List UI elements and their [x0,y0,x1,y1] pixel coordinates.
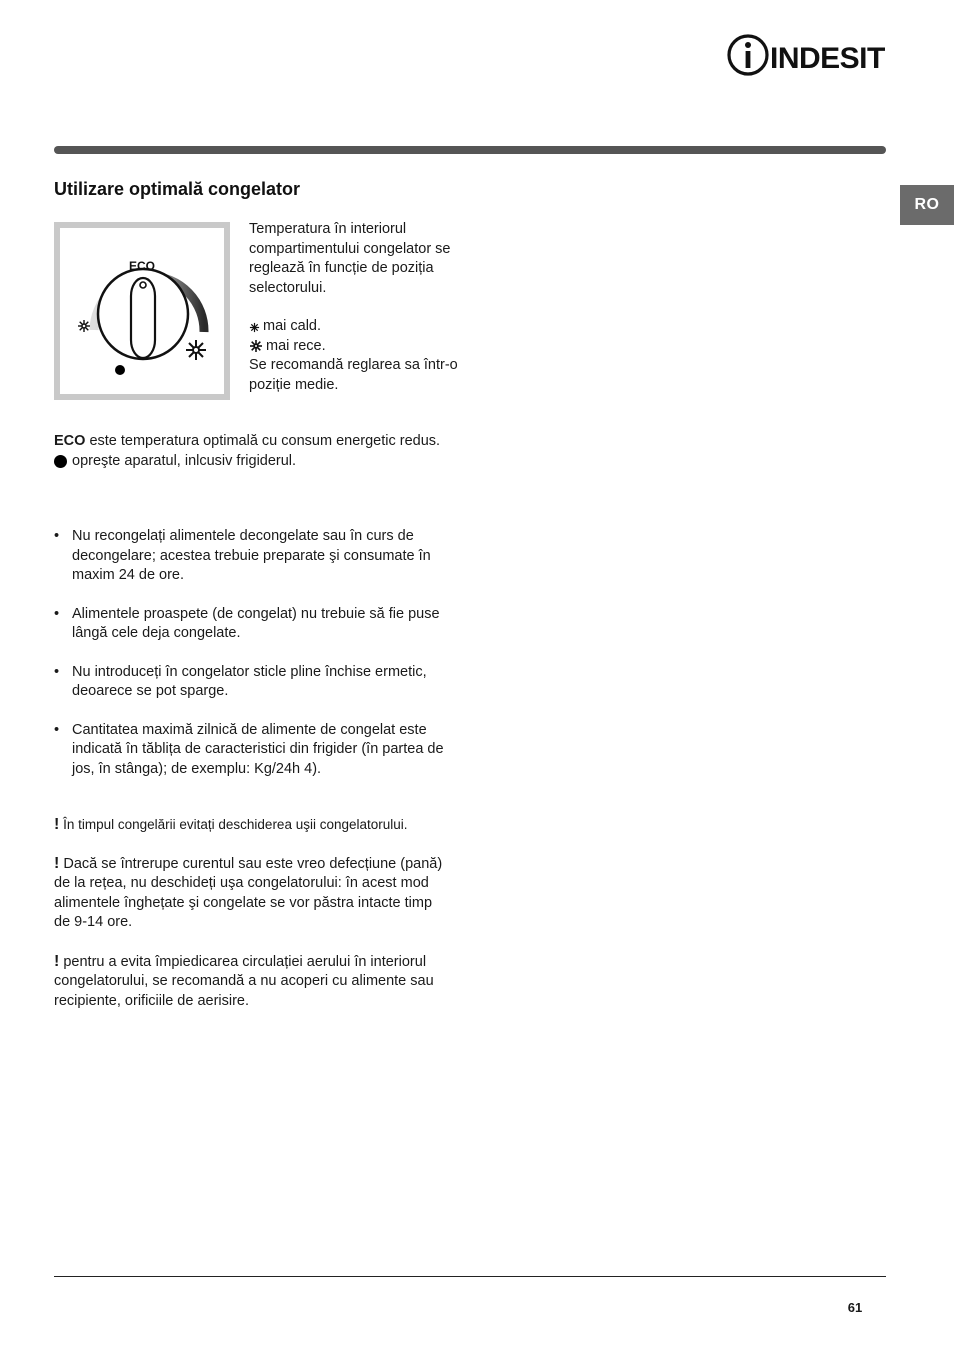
recommendation: Se recomandă reglarea sa într-o poziție medie. [249,357,458,393]
bullet-icon: • [54,605,60,622]
warning-mark: ! [54,854,60,872]
dial-grip [131,278,155,358]
list-item-text: Nu recongelați alimentele decongelate sau în curs de decongelare; acestea trebuie preparate şi consumate în maxim 24 de ore. [72,528,431,583]
off-text: opreşte aparatul, inlcusiv frigiderul. [72,452,297,469]
warmer-line [249,317,459,337]
intro-paragraph: Temperatura în interiorul compartimentului congelator se reglează în funcție de poziția selectorului. [249,221,451,296]
thermostat-dial-figure [54,222,230,400]
small-snowflake-icon [249,322,260,333]
list-item [54,721,446,780]
header-rule [54,146,886,154]
language-tab: RO [900,185,954,225]
colder-label: mai rece. [266,337,326,354]
small-snowflake-icon [78,320,90,332]
large-snowflake-icon [186,340,206,360]
freezing-tips-list [54,527,446,798]
warning-text: Dacă se întrerupe curentul sau este vreo defecțiune (pană) de la rețea, nu deschideți uşa congelatorului: în acest mod alimentele înghețate şi congelate se vor păstra intacte timp de 9-14 ore. [54,855,443,930]
eco-text: este temperatura optimală cu consum energetic redus. [85,433,441,449]
svg-text:INDESIT: INDESIT [770,42,885,75]
colder-line [249,337,459,357]
eco-line [54,432,446,452]
brand-logo [726,32,888,78]
list-item-text: Alimentele proaspete (de congelat) nu trebuie să fie puse lângă cele deja congelate. [72,605,440,641]
bullet-icon: • [54,528,60,544]
list-item [54,663,446,702]
bullet-icon: • [54,663,60,680]
warning-note [54,815,450,835]
indesit-logo [726,32,888,78]
eco-word: ECO [54,433,86,449]
section-title: Utilizare optimală congelator [54,179,301,199]
thermostat-dial [60,228,224,394]
list-item-text: Nu introduceți în congelator sticle pline închise ermetic, deoarece se pot sparge. [72,663,427,699]
warning-note [54,854,450,933]
dial-description [249,220,459,395]
warning-text: pentru a evita împiedicarea circulației aerului în interiorul congelatorului, se recomandă a nu acoperi cu alimente sau recipiente, orificiile de aerisire. [54,953,434,1009]
off-dot-icon [54,455,67,468]
warning-notes [54,815,450,1030]
list-item [54,605,446,644]
list-item-text: Cantitatea maximă zilnică de alimente de congelat este indicată în tăblița de caracteristici din frigider (în partea de jos, în stânga); de exemplu: Kg/24h 4). [72,721,444,777]
large-snowflake-icon [249,339,263,353]
warmer-label: mai cald. [263,318,322,334]
dial-indicator [140,282,146,288]
warning-text: În timpul congelării evitați deschiderea uşii congelatorului. [59,817,408,832]
warning-mark: ! [54,952,60,970]
off-dot-icon [115,365,125,375]
list-item [54,527,446,586]
page-number: 61 [847,1300,863,1315]
eco-explanation [54,432,446,471]
footer-rule [54,1276,886,1277]
bullet-icon: • [54,721,60,738]
warning-note [54,952,450,1012]
eco-label: ECO [129,259,156,273]
warning-mark: ! [54,816,60,833]
off-line [54,452,446,472]
